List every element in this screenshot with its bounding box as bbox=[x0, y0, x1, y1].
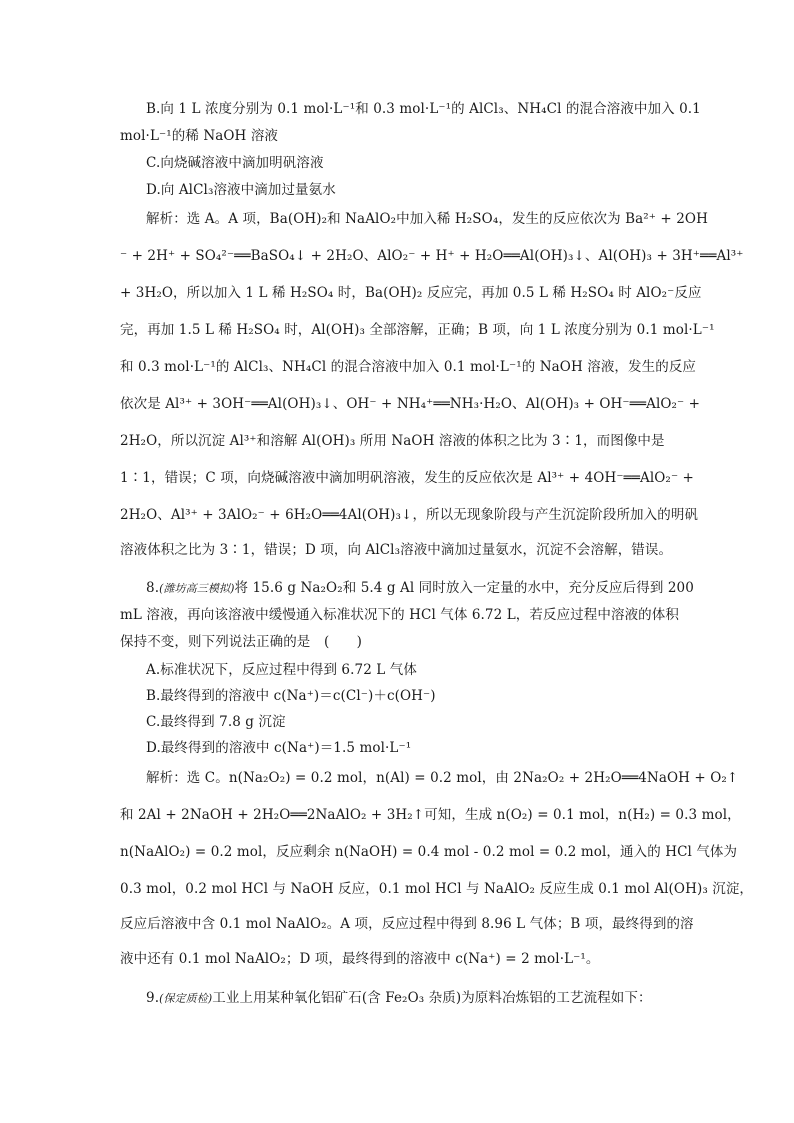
q8-analysis-line: 解析：选 C。n(Na₂O₂) = 0.2 mol，n(Al) = 0.2 mol，由 2Na₂O₂ + 2H₂O══4NaOH + O₂↑ bbox=[146, 770, 739, 786]
q7-analysis-line: 溶液体积之比为 3∶1，错误；D 项，向 AlCl₃溶液中滴加过量氨水，沉淀不会溶解，错误。 bbox=[120, 542, 673, 558]
q8-option-a: A.标准状况下，反应过程中得到 6.72 L 气体 bbox=[146, 662, 417, 678]
q7-analysis-line: 依次是 Al³⁺ + 3OH⁻══Al(OH)₃↓、OH⁻ + NH₄⁺══NH₃·H₂O、Al(OH)₃ + OH⁻══AlO₂⁻ + bbox=[120, 396, 701, 412]
q8-number: 8. bbox=[146, 580, 160, 596]
q7-analysis-line: 1∶1，错误；C 项，向烧碱溶液中滴加明矾溶液，发生的反应依次是 Al³⁺ + 4OH⁻══AlO₂⁻ + bbox=[120, 470, 694, 486]
q8-analysis-line: 和 2Al + 2NaOH + 2H₂O══2NaAlO₂ + 3H₂↑可知，生成 n(O₂) = 0.1 mol，n(H₂) = 0.3 mol， bbox=[120, 807, 741, 823]
q8-stem-line1 bbox=[146, 576, 701, 596]
q8-option-b: B.最终得到的溶液中 c(Na⁺)＝c(Cl⁻)＋c(OH⁻) bbox=[146, 688, 436, 704]
q7-analysis-line: 和 0.3 mol·L⁻¹的 AlCl₃、NH₄Cl 的混合溶液中加入 0.1 mol·L⁻¹的 NaOH 溶液，发生的反应 bbox=[120, 359, 697, 375]
q8-analysis-line: 反应后溶液中含 0.1 mol NaAlO₂。A 项，反应过程中得到 8.96 L 气体；B 项，最终得到的溶 bbox=[120, 916, 694, 932]
q7-analysis-line: 2H₂O，所以沉淀 Al³⁺和溶解 Al(OH)₃ 所用 NaOH 溶液的体积之比为 3∶1，而图像中是 bbox=[120, 433, 665, 449]
q8-analysis-line: n(NaAlO₂) = 0.2 mol，反应剩余 n(NaOH) = 0.4 mol - 0.2 mol = 0.2 mol，通入的 HCl 气体为 bbox=[120, 844, 738, 860]
q9-source: (保定质检) bbox=[159, 992, 213, 1005]
q7-option-b-line1: B.向 1 L 浓度分别为 0.1 mol·L⁻¹和 0.3 mol·L⁻¹的 AlCl₃、NH₄Cl 的混合溶液中加入 0.1 bbox=[146, 101, 701, 117]
q7-analysis-line: ⁻ + 2H⁺ + SO₄²⁻══BaSO₄↓ + 2H₂O、AlO₂⁻ + H⁺ + H₂O══Al(OH)₃↓、Al(OH)₃ + 3H⁺══Al³⁺ bbox=[120, 248, 744, 264]
q7-analysis-line: 完，再加 1.5 L 稀 H₂SO₄ 时，Al(OH)₃ 全部溶解，正确；B 项，向 1 L 浓度分别为 0.1 mol·L⁻¹ bbox=[120, 322, 715, 338]
q8-option-c: C.最终得到 7.8 g 沉淀 bbox=[146, 714, 286, 730]
q7-option-c: C.向烧碱溶液中滴加明矾溶液 bbox=[146, 155, 324, 171]
q8-analysis-line: 0.3 mol，0.2 mol HCl 与 NaOH 反应，0.1 mol HCl 与 NaAlO₂ 反应生成 0.1 mol Al(OH)₃ 沉淀， bbox=[120, 881, 754, 897]
q9-number: 9. bbox=[146, 990, 160, 1006]
q7-analysis-line: + 3H₂O，所以加入 1 L 稀 H₂SO₄ 时，Ba(OH)₂ 反应完，再加 0.5 L 稀 H₂SO₄ 时 AlO₂⁻反应 bbox=[120, 285, 702, 301]
q8-analysis-line: 液中还有 0.1 mol NaAlO₂；D 项，最终得到的溶液中 c(Na⁺) = 2 mol·L⁻¹。 bbox=[120, 951, 600, 967]
q8-stem-line3: 保持不变，则下列说法正确的是 ( ) bbox=[120, 634, 362, 650]
q7-analysis-line: 解析：选 A。A 项，Ba(OH)₂和 NaAlO₂中加入稀 H₂SO₄，发生的反应依次为 Ba²⁺ + 2OH bbox=[146, 211, 708, 227]
q7-analysis-line: 2H₂O、Al³⁺ + 3AlO₂⁻ + 6H₂O══4Al(OH)₃↓，所以无现象阶段与产生沉淀阶段所加入的明矾 bbox=[120, 507, 699, 523]
q8-stem-line2: mL 溶液，再向该溶液中缓慢通入标准状况下的 HCl 气体 6.72 L，若反应过程中溶液的体积 bbox=[120, 607, 679, 623]
q9-stem-line bbox=[146, 986, 701, 1006]
q8-option-d: D.最终得到的溶液中 c(Na⁺)＝1.5 mol·L⁻¹ bbox=[146, 740, 412, 756]
q8-source: (潍坊高三模拟) bbox=[159, 582, 235, 595]
q7-option-d: D.向 AlCl₃溶液中滴加过量氨水 bbox=[146, 182, 336, 198]
q7-option-b-line2: mol·L⁻¹的稀 NaOH 溶液 bbox=[120, 128, 279, 144]
q9-stem-text: 工业上用某种氧化铝矿石(含 Fe₂O₃ 杂质)为原料冶炼铝的工艺流程如下： bbox=[212, 990, 652, 1006]
q8-stem-text: 将 15.6 g Na₂O₂和 5.4 g Al 同时放入一定量的水中，充分反应后得到 200 bbox=[234, 580, 694, 596]
